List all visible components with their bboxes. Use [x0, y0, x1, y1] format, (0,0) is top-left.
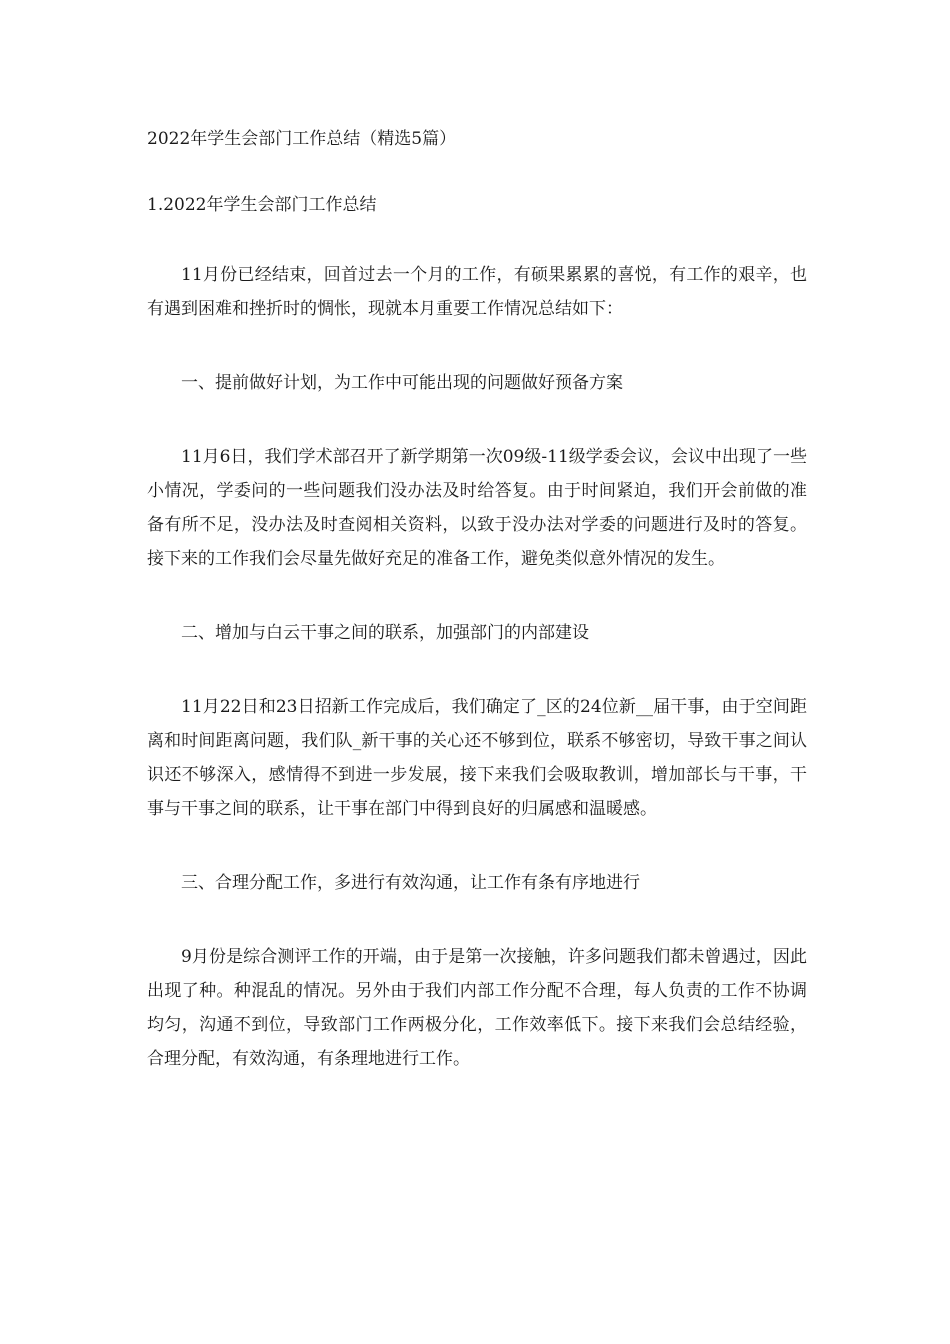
document-title: 2022年学生会部门工作总结（精选5篇） [147, 129, 457, 149]
section-heading-2: 二、增加与白云干事之间的联系，加强部门的内部建设 [181, 623, 589, 643]
section-heading-1: 一、提前做好计划，为工作中可能出现的问题做好预备方案 [181, 373, 623, 393]
section-body-3: 9月份是综合测评工作的开端，由于是第一次接触，许多问题我们都未曾遇过，因此出现了种。种混乱的情况。另外由于我们内部工作分配不合理，每人负责的工作不协调均匀，沟通不到位，导致部门工作两极分化，工作效率低下。接下来我们会总结经验，合理分配，有效沟通，有条理地进行工作。 [147, 947, 807, 1069]
document-subtitle: 1.2022年学生会部门工作总结 [147, 195, 377, 215]
section-body-2: 11月22日和23日招新工作完成后，我们确定了_区的24位新__届干事，由于空间距离和时间距离问题，我们队_新干事的关心还不够到位，联系不够密切，导致干事之间认识还不够深入，感情得不到进一步发展，接下来我们会吸取教训，增加部长与干事，干事与干事之间的联系，让干事在部门中得到良好的归属感和温暖感。 [147, 697, 807, 819]
section-body-1: 11月6日，我们学术部召开了新学期第一次09级-11级学委会议，会议中出现了一些小情况，学委问的一些问题我们没办法及时给答复。由于时间紧迫，我们开会前做的准备有所不足，没办法及时查阅相关资料，以致于没办法对学委的问题进行及时的答复。接下来的工作我们会尽量先做好充足的准备工作，避免类似意外情况的发生。 [147, 447, 807, 569]
section-heading-3: 三、合理分配工作，多进行有效沟通，让工作有条有序地进行 [181, 873, 640, 893]
intro-paragraph: 11月份已经结束，回首过去一个月的工作，有硕果累累的喜悦，有工作的艰辛，也有遇到困难和挫折时的惆怅，现就本月重要工作情况总结如下： [147, 265, 807, 319]
document-body [147, 122, 807, 1076]
